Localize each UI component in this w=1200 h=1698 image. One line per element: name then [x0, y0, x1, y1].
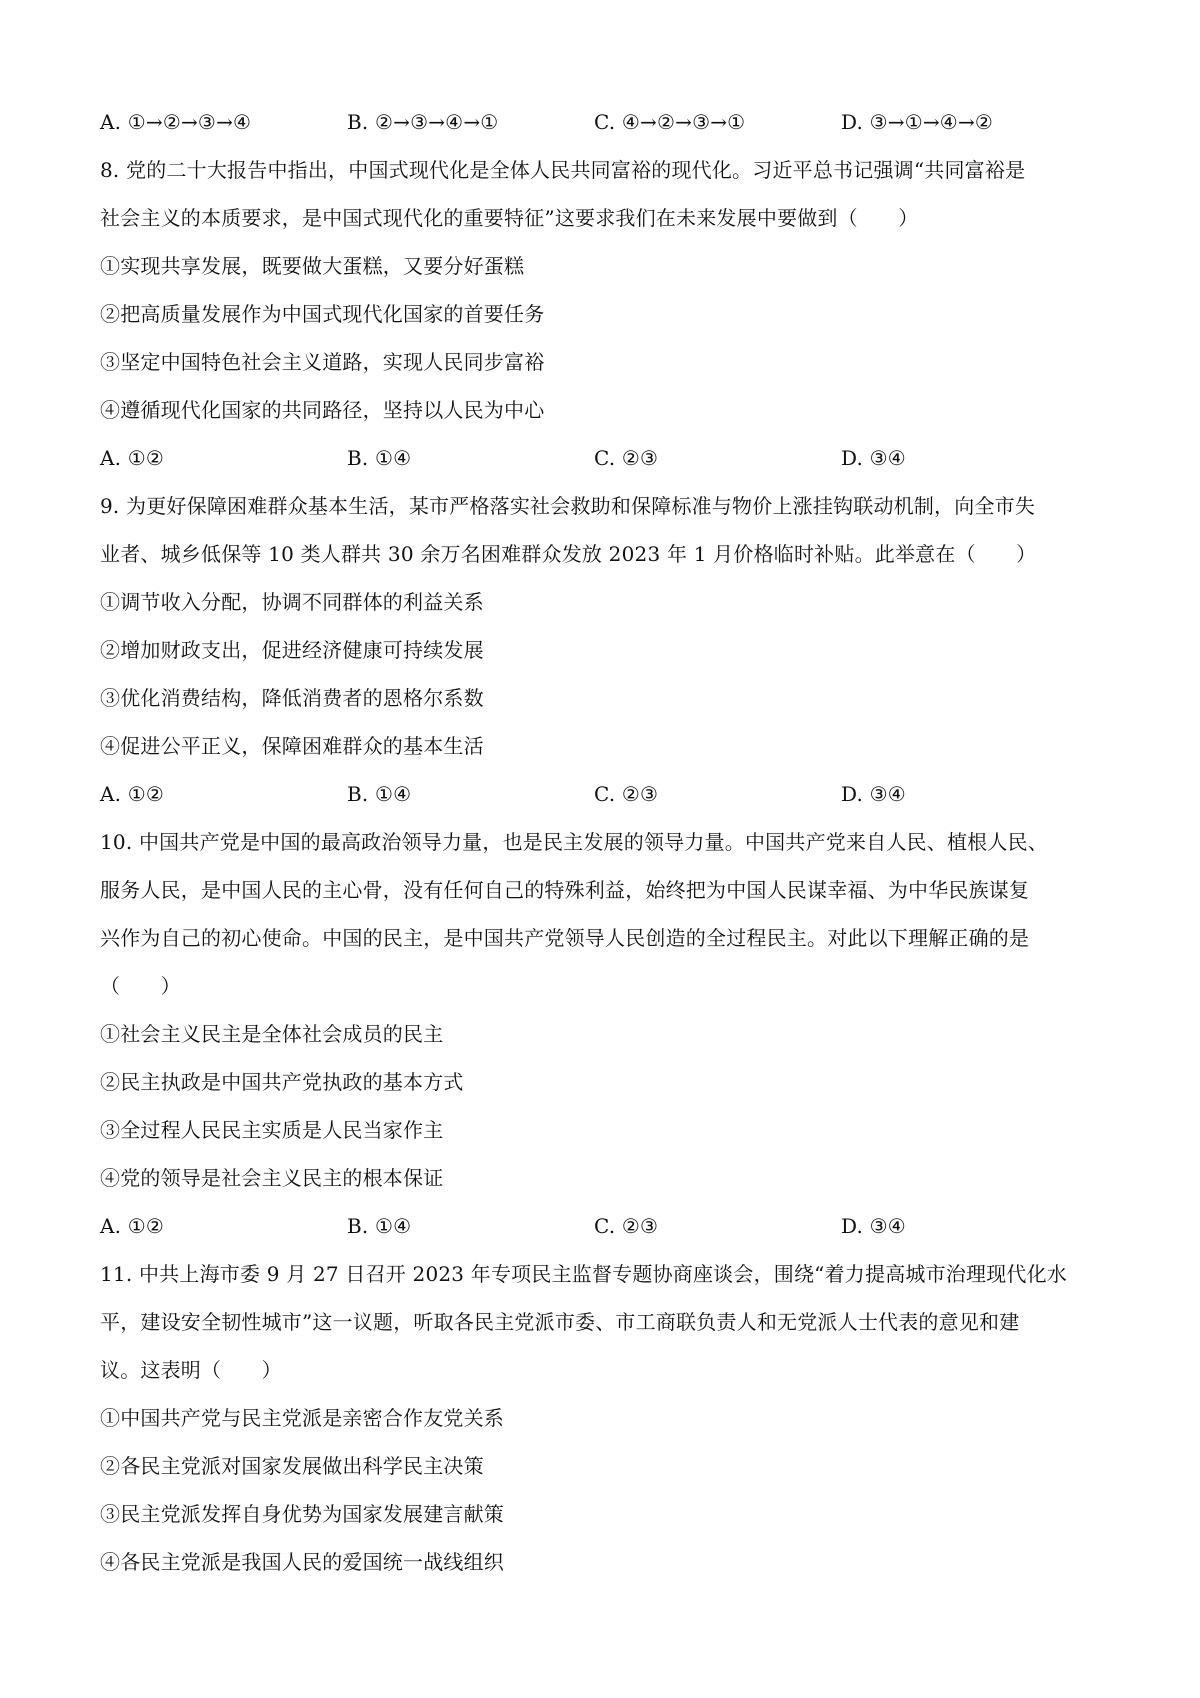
option-d: D. ③④	[841, 782, 906, 806]
stem-line: 议。这表明（ ）	[100, 1358, 282, 1382]
statement-item: ③民主党派发挥自身优势为国家发展建言献策	[100, 1502, 504, 1526]
statement-item: ④各民主党派是我国人民的爱国统一战线组织	[100, 1550, 504, 1574]
exam-page	[100, 98, 1110, 1586]
option-b: B. ②→③→④→①	[347, 110, 499, 134]
statement-item: ④党的领导是社会主义民主的根本保证	[100, 1166, 444, 1190]
statement-item: ③全过程人民民主实质是人民当家作主	[100, 1118, 444, 1142]
stem-line: 社会主义的本质要求，是中国式现代化的重要特征”这要求我们在未来发展中要做到（ ）	[100, 206, 919, 230]
question-stem	[100, 818, 1110, 1010]
statement-item: ②增加财政支出，促进经济健康可持续发展	[100, 638, 484, 662]
question-stem	[100, 482, 1110, 578]
option-b: B. ①④	[347, 446, 412, 470]
question-stem	[100, 1250, 1110, 1394]
answer-options	[100, 434, 1110, 482]
statement-item: ④促进公平正义，保障困难群众的基本生活	[100, 734, 484, 758]
stem-line: 11. 中共上海市委 9 月 27 日召开 2023 年专项民主监督专题协商座谈会，围绕“着力提高城市治理现代化水	[100, 1262, 1068, 1286]
question-8	[100, 146, 1110, 482]
question-10	[100, 818, 1110, 1250]
statement-item: ②民主执政是中国共产党执政的基本方式	[100, 1070, 464, 1094]
statement-item: ①实现共享发展，既要做大蛋糕，又要分好蛋糕	[100, 254, 525, 278]
stem-line: 业者、城乡低保等 10 类人群共 30 余万名困难群众发放 2023 年 1 月价格临时补贴。此举意在（ ）	[100, 542, 1037, 566]
answer-options	[100, 770, 1110, 818]
option-b: B. ①④	[347, 782, 412, 806]
statement-item: ④遵循现代化国家的共同路径，坚持以人民为中心	[100, 398, 545, 422]
option-d: D. ③④	[841, 446, 906, 470]
statement-item: ②把高质量发展作为中国式现代化国家的首要任务	[100, 302, 545, 326]
statement-item: ③优化消费结构，降低消费者的恩格尔系数	[100, 686, 484, 710]
statement-item: ③坚定中国特色社会主义道路，实现人民同步富裕	[100, 350, 545, 374]
statement-item: ①调节收入分配，协调不同群体的利益关系	[100, 590, 484, 614]
option-d: D. ③→①→④→②	[841, 110, 994, 134]
option-a: A. ①→②→③→④	[100, 110, 252, 134]
statement-item: ①中国共产党与民主党派是亲密合作友党关系	[100, 1406, 504, 1430]
statement-item: ②各民主党派对国家发展做出科学民主决策	[100, 1454, 484, 1478]
option-c: C. ④→②→③→①	[594, 110, 746, 134]
stem-line: 9. 为更好保障困难群众基本生活，某市严格落实社会救助和保障标准与物价上涨挂钩联动机制，向全市失	[100, 494, 1036, 518]
option-a: A. ①②	[100, 446, 165, 470]
option-c: C. ②③	[594, 782, 659, 806]
option-c: C. ②③	[594, 1214, 659, 1238]
answer-options	[100, 1202, 1110, 1250]
stem-line: 平，建设安全韧性城市”这一议题，听取各民主党派市委、市工商联负责人和无党派人士代表的意见和建	[100, 1310, 1020, 1334]
stem-line: （ ）	[100, 974, 181, 998]
option-d: D. ③④	[841, 1214, 906, 1238]
question-stem	[100, 146, 1110, 242]
statement-item: ①社会主义民主是全体社会成员的民主	[100, 1022, 444, 1046]
option-c: C. ②③	[594, 446, 659, 470]
q7-options	[100, 98, 1110, 146]
question-9	[100, 482, 1110, 818]
option-a: A. ①②	[100, 782, 165, 806]
stem-line: 10. 中国共产党是中国的最高政治领导力量，也是民主发展的领导力量。中国共产党来自人民、植根人民、	[100, 830, 1048, 854]
option-a: A. ①②	[100, 1214, 165, 1238]
stem-line: 8. 党的二十大报告中指出，中国式现代化是全体人民共同富裕的现代化。习近平总书记强调“共同富裕是	[100, 158, 1026, 182]
option-b: B. ①④	[347, 1214, 412, 1238]
question-11	[100, 1250, 1110, 1586]
stem-line: 兴作为自己的初心使命。中国的民主，是中国共产党领导人民创造的全过程民主。对此以下理解正确的是	[100, 926, 1030, 950]
stem-line: 服务人民，是中国人民的主心骨，没有任何自己的特殊利益，始终把为中国人民谋幸福、为中华民族谋复	[100, 878, 1030, 902]
